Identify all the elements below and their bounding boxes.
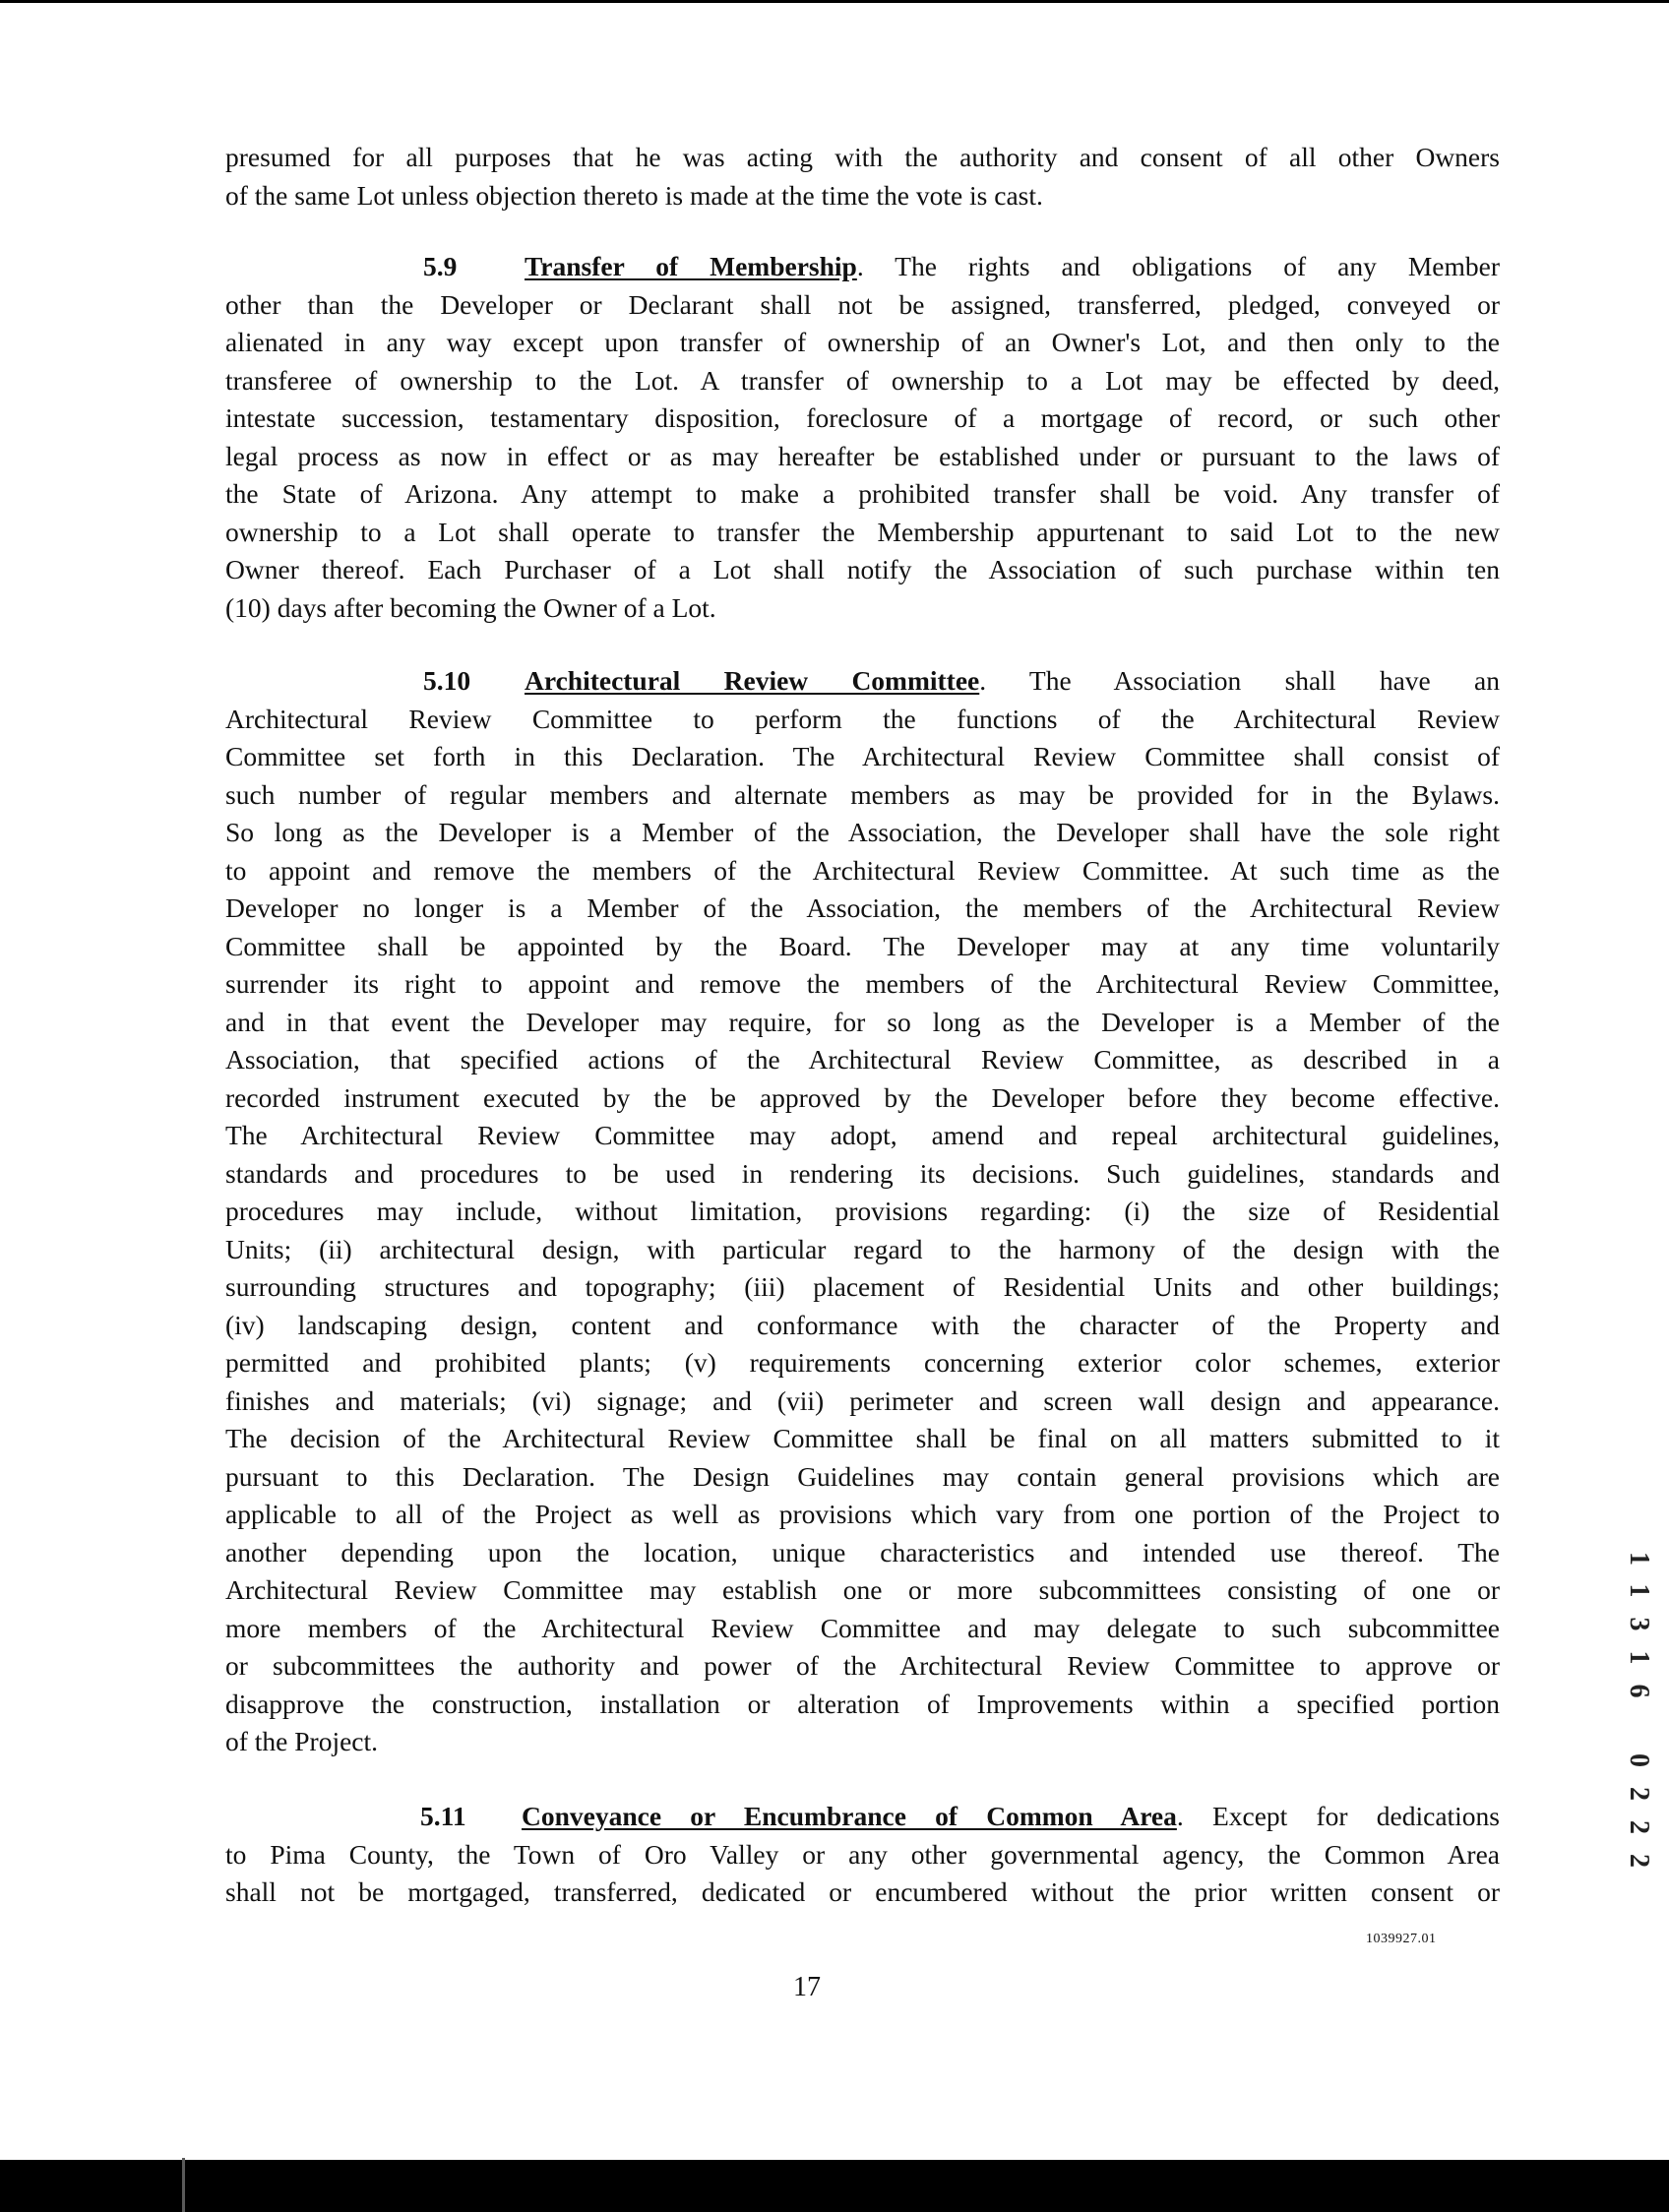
body-text-line: Units; (ii) architectural design, with particular regard to the harmony of the design with the [225, 1233, 1500, 1264]
section-number: 5.9 [423, 251, 458, 281]
section-heading-line [225, 1798, 1500, 1836]
body-text-line: intestate succession, testamentary disposition, foreclosure of a mortgage of record, or such other [225, 402, 1500, 433]
body-text-line: surrender its right to appoint and remove the members of the Architectural Review Committee, [225, 968, 1500, 999]
body-text-line: permitted and prohibited plants; (v) requirements concerning exterior color schemes, exterior [225, 1347, 1500, 1378]
section-title: Transfer of Membership [525, 251, 857, 281]
body-text-line: more members of the Architectural Review Committee and may delegate to such subcommittee [225, 1612, 1500, 1643]
section-lead-text: . The rights and obligations of any Member [856, 251, 1500, 281]
body-text-line: and in that event the Developer may require, for so long as the Developer is a Member of the [225, 1006, 1500, 1037]
body-text-line: Committee shall be appointed by the Board. The Developer may at any time voluntarily [225, 930, 1500, 961]
section-5-10 [225, 662, 1500, 1761]
body-text-line: surrounding structures and topography; (iii) placement of Residential Units and other buildings; [225, 1271, 1500, 1302]
body-text-line: legal process as now in effect or as may hereafter be established under or pursuant to the laws of [225, 440, 1500, 471]
recording-stamp-page: 0222 [1624, 1753, 1654, 1887]
section-lead-text: . Except for dedications [1176, 1801, 1500, 1831]
body-text-line: pursuant to this Declaration. The Design Guidelines may contain general provisions which are [225, 1460, 1500, 1492]
body-text-line: standards and procedures to be used in rendering its decisions. Such guidelines, standards and [225, 1157, 1500, 1189]
scan-border-bottom [0, 2160, 1669, 2212]
body-text-line: (iv) landscaping design, content and conformance with the character of the Property and [225, 1309, 1500, 1340]
body-text-line: to Pima County, the Town of Oro Valley or any other governmental agency, the Common Area [225, 1838, 1500, 1870]
section-5-9 [225, 248, 1500, 627]
scan-border-top [0, 0, 1669, 3]
body-text-line: to appoint and remove the members of the Architectural Review Committee. At such time as the [225, 854, 1500, 886]
body-text-line: procedures may include, without limitation, provisions regarding: (i) the size of Residential [225, 1196, 1500, 1226]
body-text-line: transferee of ownership to the Lot. A transfer of ownership to a Lot may be effected by deed, [225, 364, 1500, 396]
body-text-line: of the same Lot unless objection thereto is made at the time the vote is cast. [225, 179, 1043, 211]
section-number: 5.10 [423, 665, 471, 696]
body-text-line: Developer no longer is a Member of the Association, the members of the Architectural Review [225, 892, 1500, 923]
body-text-line: applicable to all of the Project as well as provisions which vary from one portion of the Project to [225, 1499, 1500, 1529]
document-code: 1039927.01 [1366, 1932, 1437, 1946]
body-text-line: of the Project. [225, 1726, 379, 1756]
body-text-line: other than the Developer or Declarant shall not be assigned, transferred, pledged, conveyed or [225, 288, 1500, 320]
section-lead-text: . The Association shall have an [979, 665, 1500, 696]
body-text-line: alienated in any way except upon transfer of ownership of an Owner's Lot, and then only to the [225, 327, 1500, 357]
body-text-line: disapprove the construction, installation or alteration of Improvements within a specified portion [225, 1688, 1500, 1719]
body-text-line: Committee set forth in this Declaration. The Architectural Review Committee shall consist of [225, 741, 1500, 771]
body-text-line: So long as the Developer is a Member of the Association, the Developer shall have the sole right [225, 817, 1500, 847]
body-text-line: (10) days after becoming the Owner of a Lot. [225, 591, 716, 623]
body-text-line: recorded instrument executed by the be approved by the Developer before they become effective. [225, 1081, 1500, 1113]
body-text-line: Owner thereof. Each Purchaser of a Lot shall notify the Association of such purchase within ten [225, 554, 1500, 584]
body-text-line: or subcommittees the authority and power of the Architectural Review Committee to approve or [225, 1650, 1500, 1681]
body-text-line: Architectural Review Committee may establish one or more subcommittees consisting of one or [225, 1574, 1500, 1605]
body-text-line: another depending upon the location, unique characteristics and intended use thereof. The [225, 1536, 1500, 1567]
body-text-line: finishes and materials; (vi) signage; and (vii) perimeter and screen wall design and appearance. [225, 1384, 1500, 1416]
section-title: Conveyance or Encumbrance of Common Area [522, 1801, 1177, 1831]
body-text-line: shall not be mortgaged, transferred, dedicated or encumbered without the prior written consent or [225, 1876, 1500, 1907]
body-text-line: Architectural Review Committee to perform the functions of the Architectural Review [225, 703, 1500, 734]
section-heading-line [225, 248, 1500, 286]
section-title: Architectural Review Committee [525, 665, 980, 696]
section-5-11 [225, 1798, 1500, 1912]
scan-border-seam [182, 2158, 185, 2212]
section-number: 5.11 [420, 1801, 466, 1831]
body-text-line: The Architectural Review Committee may adopt, amend and repeal architectural guidelines, [225, 1120, 1500, 1150]
body-text-line: The decision of the Architectural Review Committee shall be final on all matters submitted to it [225, 1423, 1500, 1453]
intro-paragraph [225, 139, 1500, 215]
body-text-line: presumed for all purposes that he was acting with the authority and consent of all other Owners [225, 142, 1500, 172]
recording-stamp-docket: 11316 [1624, 1552, 1654, 1718]
body-text-line: Association, that specified actions of the Architectural Review Committee, as described in a [225, 1044, 1500, 1075]
body-text-line: the State of Arizona. Any attempt to make a prohibited transfer shall be void. Any transfer of [225, 478, 1500, 509]
section-heading-line [225, 662, 1500, 701]
body-text-line: ownership to a Lot shall operate to transfer the Membership appurtenant to said Lot to the new [225, 516, 1500, 547]
page-number: 17 [793, 1972, 821, 2002]
body-text-line: such number of regular members and alternate members as may be provided for in the Bylaws. [225, 778, 1500, 810]
